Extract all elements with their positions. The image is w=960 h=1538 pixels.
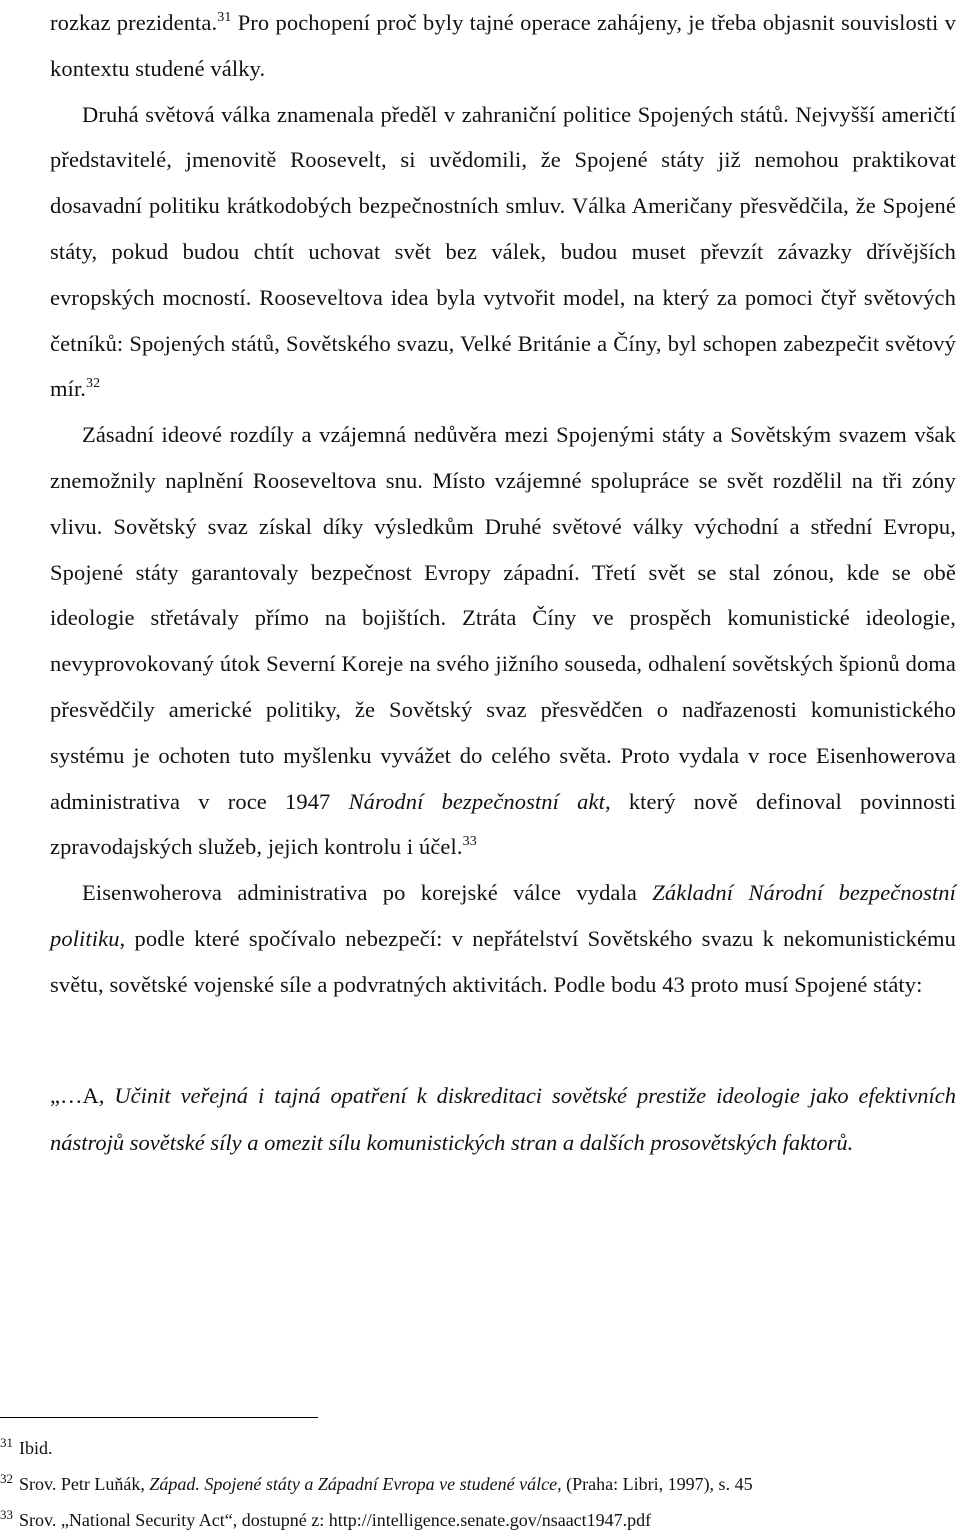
- document-page: [50, 0, 956, 1188]
- paragraph-4: Eisenwoherova administrativa po korejské válce vydala Základní Národní bezpečnostní politiku, podle které spočívalo nebezpečí: v nepřátelství Sovětského svazu k nekomunistickému světu, sovětské vojenské síle a podvratných aktivitách. Podle bodu 43 proto musí Spojené státy:: [50, 880, 956, 997]
- footnote-ref-31[interactable]: 31: [217, 10, 232, 25]
- footnote-ref-32[interactable]: 32: [86, 376, 101, 392]
- footnotes: [0, 1430, 960, 1538]
- paragraph-3: Zásadní ideové rozdíly a vzájemná nedůvěra mezi Spojenými státy a Sovětským svazem však znemožnily naplnění Rooseveltova snu. Místo vzájemné spolupráce se svět rozdělil na tři zóny vlivu. Sovětský svaz získal díky výsledkům Druhé světové války východní a střední Evropu, Spojené státy garantovaly bezpečnost Evropy západní. Třetí svět se stal zónou, kde se obě ideologie střetávaly přímo na bojištích. Ztráta Číny ve prospěch komunistické ideologie, nevyprovokovaný útok Severní Koreje na svého jižního souseda, odhalení sovětských špionů doma přesvědčily americké politiky, že Sovětský svaz přesvědčen o nadřazenosti komunistického systému je ochoten tuto myšlenku vyvážet do celého světa. Proto vydala v roce Eisenhowerova administrativa v roce 1947 Národní bezpečnostní akt, který nově definoval povinnosti zpravodajských služeb, jejich kontrolu i účel.$^{33}$: [50, 422, 956, 860]
- footnote-ref-33[interactable]: 33: [462, 834, 477, 850]
- footnote-divider: [0, 1417, 318, 1418]
- paragraph-1: rozkaz prezidenta.$^{31}$ Pro pochopení proč byly tajné operace zahájeny, je třeba objasnit souvislosti v kontextu studené války.: [50, 10, 956, 81]
- footnote-31: $^{31}$ Ibid.: [0, 1435, 53, 1458]
- paragraph-2: Druhá světová válka znamenala předěl v zahraniční politice Spojených států. Nejvyšší američtí představitelé, jmenovitě Roosevelt, si uvědomili, že Spojené státy již nemohou praktikovat dosavadní politiku krátkodobých bezpečnostních smluv. Válka Američany přesvědčila, že Spojené státy, pokud budou chtít uchovat svět bez válek, budou muset převzít závazky dřívějších evropských mocností. Rooseveltova idea byla vytvořit model, na který za pomoci čtyř světových četníků: Spojených států, Sovětského svazu, Velké Británie a Číny, byl schopen zabezpečit světový mír.$^{32}$: [50, 101, 956, 402]
- footnote-33-text[interactable]: Srov. „National Security Act“, dostupné z: http://intelligence.senate.gov/nsaact1947.pdf: [19, 1510, 652, 1530]
- footnote-33: $^{33}$ Srov. „National Security Act“, dostupné z: http://intelligence.senate.gov/nsaact1947.pdf: [0, 1507, 652, 1530]
- block-quote: „…A, Učinit veřejná i tajná opatření k diskreditaci sovětské prestiže ideologie jako efektivních nástrojů sovětské síly a omezit sílu komunistických stran a dalších prosovětských faktorů.: [50, 1082, 956, 1155]
- footnote-32: $^{32}$ Srov. Petr Luňák, Západ. Spojené státy a Západní Evropa ve studené válce, (Praha: Libri, 1997), s. 45: [0, 1471, 753, 1494]
